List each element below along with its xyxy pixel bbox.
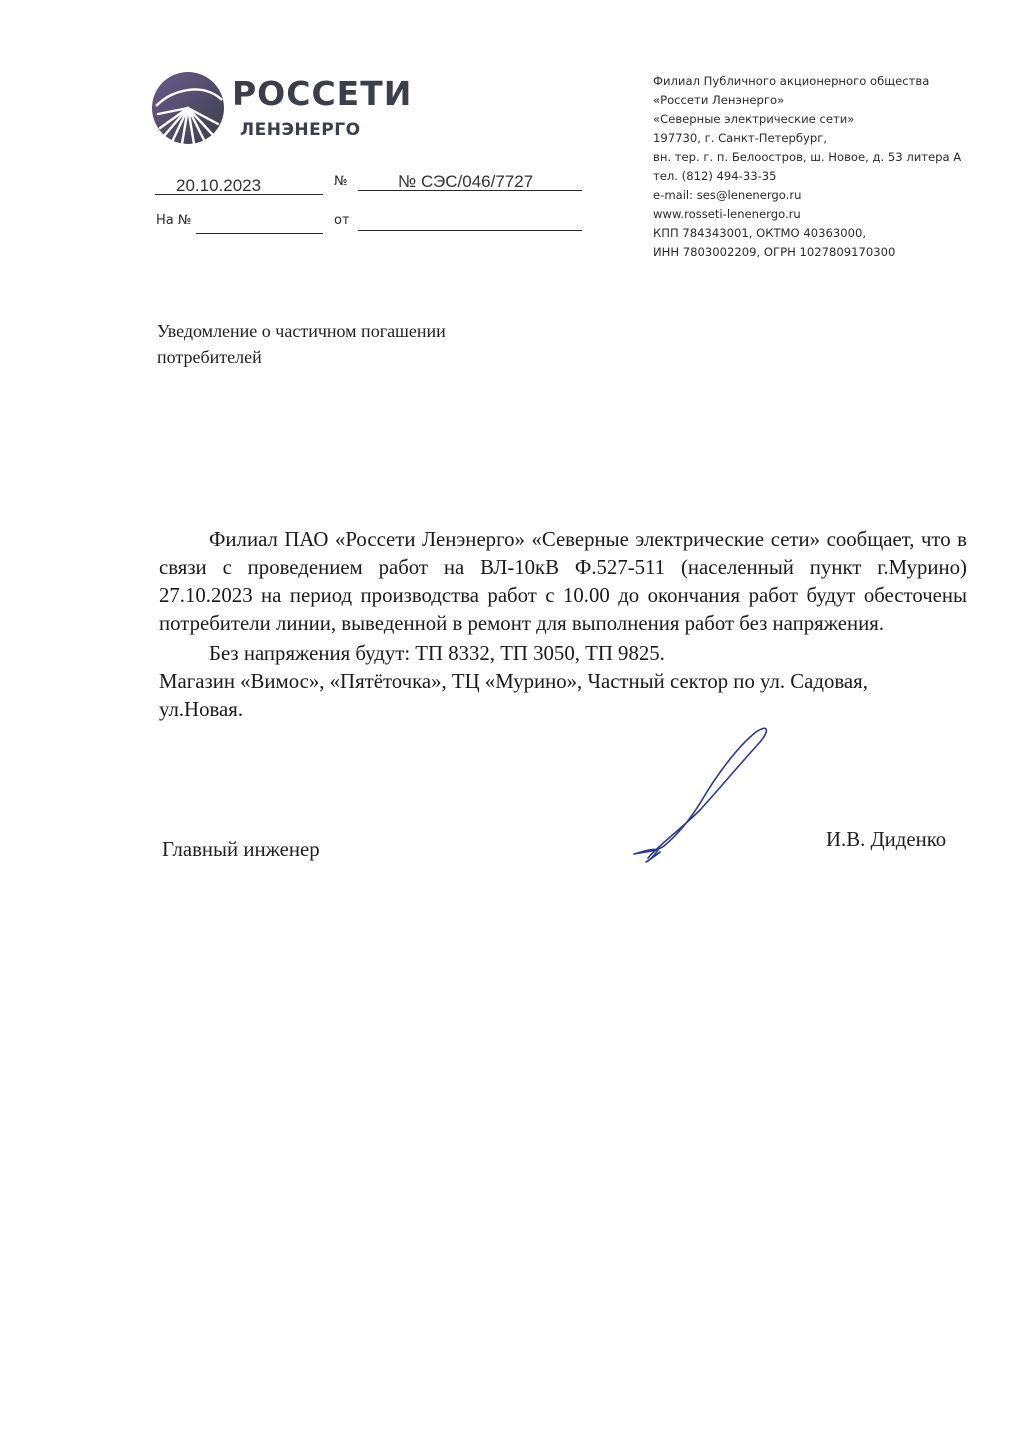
- company-requisites: [653, 72, 993, 262]
- reference-underline: [196, 233, 323, 234]
- requisite-line: «Северные электрические сети»: [653, 112, 855, 126]
- logo-subname: ЛЕНЭНЕРГО: [240, 120, 361, 140]
- requisite-line: Филиал Публичного акционерного общества: [653, 74, 930, 88]
- reference-label: На №: [156, 213, 192, 228]
- requisite-line: тел. (812) 494-33-35: [653, 169, 777, 183]
- number-label: №: [334, 174, 348, 189]
- outgoing-number: № СЭС/046/7727: [398, 172, 534, 191]
- requisite-line: e-mail: ses@lenenergo.ru: [653, 188, 802, 202]
- requisite-line: 197730, г. Санкт-Петербург,: [653, 131, 828, 145]
- requisite-line: www.rosseti-lenenergo.ru: [653, 207, 801, 221]
- from-underline: [358, 230, 582, 231]
- signer-name: И.В. Диденко: [826, 828, 947, 851]
- number-underline: [358, 190, 582, 191]
- letter-body: [159, 526, 967, 724]
- requisite-line: КПП 784343001, ОКТМО 40363000,: [653, 226, 867, 240]
- subject-line: Уведомление о частичном погашении: [157, 321, 446, 341]
- requisite-line: вн. тер. г. п. Белоостров, ш. Новое, д. 53 литера А: [653, 150, 962, 164]
- requisite-line: «Россети Ленэнерго»: [653, 93, 785, 107]
- body-paragraph: Филиал ПАО «Россети Ленэнерго» «Северные электрические сети» сообщает, что в связи с проведением работ на ВЛ-10кВ Ф.527-511 (населенный пункт г.Мурино) 27.10.2023 на период производства работ с 10.00 до окончания работ будут обесточены потребители линии, выведенной в ремонт для выполнения работ без напряжения.: [159, 528, 967, 635]
- body-paragraph: Без напряжения будут: ТП 8332, ТП 3050, ТП 9825.: [209, 642, 665, 665]
- logo-name: РОССЕТИ: [232, 74, 413, 113]
- handwritten-signature-icon: [620, 720, 790, 870]
- from-label: от: [334, 213, 350, 228]
- subject-line: потребителей: [157, 347, 262, 367]
- date-underline: [155, 194, 323, 195]
- letter-subject: [157, 318, 577, 370]
- requisite-line: ИНН 7803002209, ОГРН 1027809170300: [653, 245, 896, 259]
- outgoing-date: 20.10.2023: [176, 176, 262, 195]
- body-paragraph: Магазин «Вимос», «Пятёточка», ТЦ «Мурино», Частный сектор по ул. Садовая, ул.Новая.: [159, 670, 868, 721]
- signer-position: Главный инженер: [162, 838, 320, 861]
